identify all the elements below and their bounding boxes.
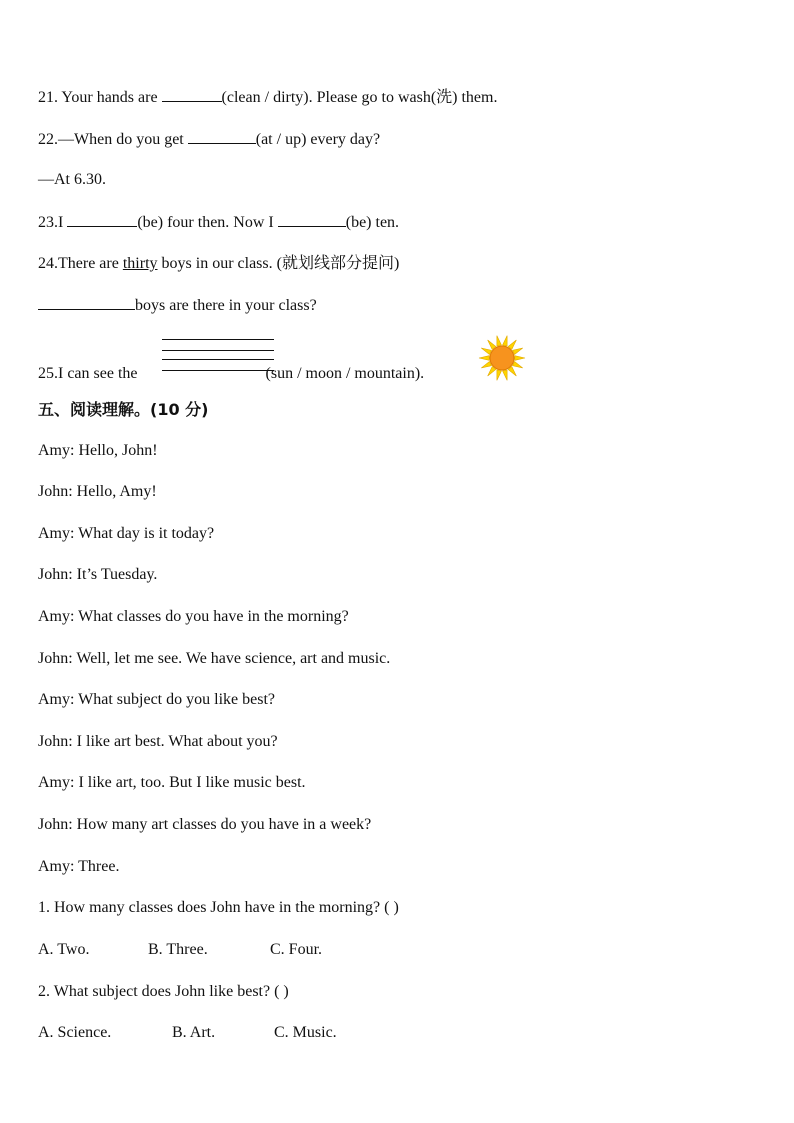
sun-ray <box>513 361 523 368</box>
question-22 <box>38 129 380 150</box>
dialogue-line: Amy: I like art, too. But I like music best. <box>38 774 306 791</box>
question-text: 23.I <box>38 214 68 231</box>
sun-ray <box>481 348 491 355</box>
grid-line <box>162 339 274 340</box>
mcq-option[interactable]: C. Music. <box>274 1024 337 1041</box>
question-text: boys are there in your class? <box>135 297 317 314</box>
sun-ray <box>481 361 491 368</box>
sun-ray <box>515 356 525 361</box>
mcq-question-2: 2. What subject does John like best? ( ) <box>38 983 289 1000</box>
question-text: 22.—When do you get <box>38 131 188 148</box>
answer-blank[interactable] <box>278 212 346 227</box>
dialogue-line: John: Hello, Amy! <box>38 483 157 500</box>
sun-ray <box>479 356 489 361</box>
answer-blank[interactable] <box>188 129 256 144</box>
dialogue-line: John: It’s Tuesday. <box>38 566 158 583</box>
mcq-option[interactable]: B. Three. <box>148 941 208 958</box>
question-23 <box>38 212 399 233</box>
grid-line <box>162 359 274 360</box>
section-title: 五、阅读理解。(10 分) <box>38 400 209 419</box>
dialogue-line: John: How many art classes do you have in a week? <box>38 816 372 833</box>
question-24 <box>38 254 399 274</box>
mcq-option[interactable]: B. Art. <box>172 1024 216 1041</box>
answer-blank[interactable] <box>67 212 137 227</box>
sun-ray <box>503 336 508 346</box>
dialogue-line: Amy: Hello, John! <box>38 442 158 459</box>
sun-ray <box>497 336 502 346</box>
question-text: (clean / dirty). Please go to wash(洗) them. <box>221 89 498 106</box>
sun-ray <box>497 370 502 380</box>
dialogue-line: Amy: What classes do you have in the morning? <box>38 608 349 625</box>
sun-ray <box>503 370 508 380</box>
sun-icon <box>478 334 526 382</box>
dialogue-line: John: Well, let me see. We have science, art and music. <box>38 650 391 667</box>
question-text: boys in our class. (就划线部分提问) <box>157 255 400 272</box>
dialogue-line: Amy: Three. <box>38 858 120 875</box>
answer-blank[interactable] <box>38 295 135 310</box>
question-text: (sun / moon / mountain). <box>265 365 425 382</box>
question-25 <box>38 364 424 384</box>
mcq-option[interactable]: A. Science. <box>38 1024 112 1041</box>
mcq-option[interactable]: A. Two. <box>38 941 90 958</box>
question-24-line-2 <box>38 295 317 316</box>
question-21 <box>38 87 497 108</box>
grid-line <box>162 350 274 351</box>
dialogue-line: Amy: What day is it today? <box>38 525 215 542</box>
answer-blank[interactable] <box>162 87 222 102</box>
dialogue-line: Amy: What subject do you like best? <box>38 691 275 708</box>
question-text: (at / up) every day? <box>255 131 381 148</box>
mcq-option[interactable]: C. Four. <box>270 941 323 958</box>
mcq-question-1: 1. How many classes does John have in the morning? ( ) <box>38 899 399 916</box>
underlined-word: thirty <box>122 255 158 272</box>
question-text: 25.I can see the <box>38 365 138 382</box>
question-number: 21 <box>38 89 54 106</box>
question-text: . Your hands are <box>54 89 162 106</box>
sun-ray <box>513 348 523 355</box>
dialogue-line: John: I like art best. What about you? <box>38 733 278 750</box>
question-text: 24.There are <box>38 255 123 272</box>
question-text: (be) ten. <box>345 214 400 231</box>
question-22-answer: —At 6.30. <box>38 171 106 188</box>
question-text: (be) four then. Now I <box>137 214 278 231</box>
